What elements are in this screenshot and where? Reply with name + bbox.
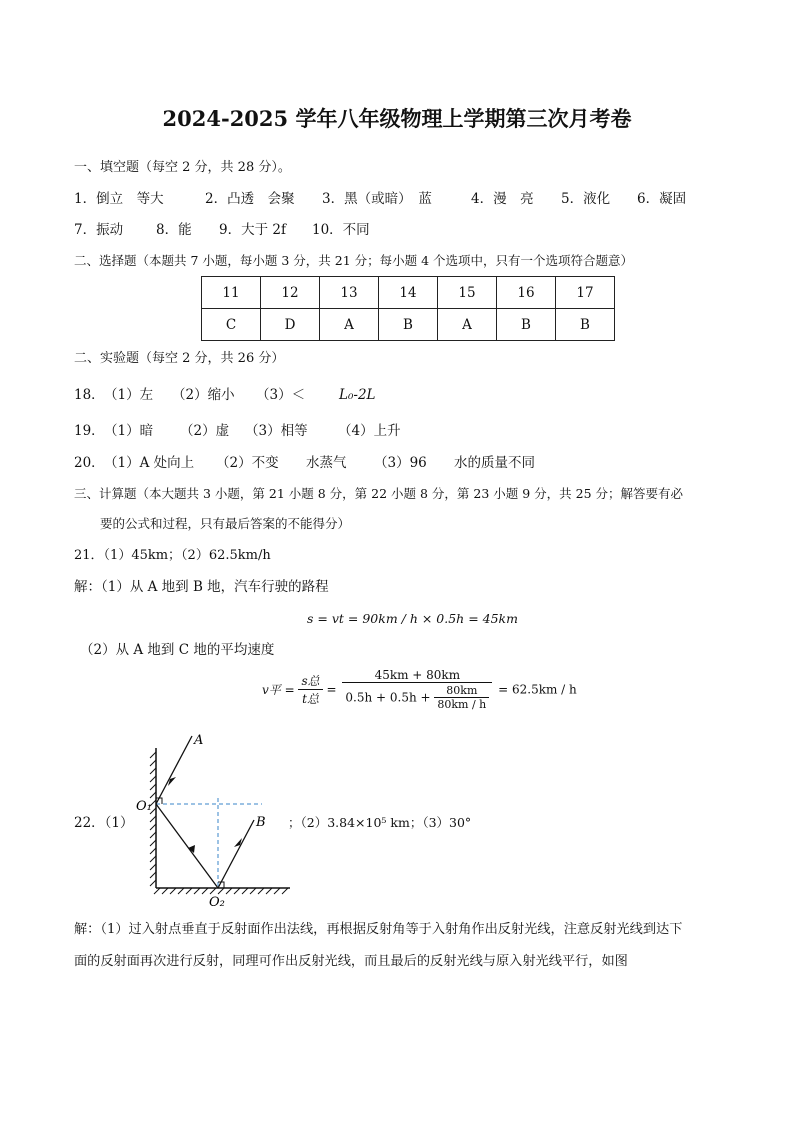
- q19-answer-4: （4）上升: [338, 423, 401, 439]
- inner-numerator: 80km: [434, 684, 489, 698]
- q20-answer-3: 水蒸气: [306, 455, 347, 471]
- question-number-cell: 13: [320, 277, 379, 309]
- inner-fraction: [434, 684, 489, 711]
- question-number-cell: 12: [261, 277, 320, 309]
- q20-answer-1: （1）A 处向上: [104, 455, 195, 471]
- label-b: B: [256, 815, 266, 830]
- answer-cell: D: [261, 309, 320, 341]
- question-number-cell: 14: [379, 277, 438, 309]
- q21-solution-2: （2）从 A 地到 C 地的平均速度: [80, 642, 275, 658]
- avg-speed-symbol: v平 =: [262, 683, 295, 697]
- q19-answer-1: （1）暗: [104, 423, 154, 439]
- fraction-numerator: s总: [298, 672, 322, 690]
- label-o1: O₁: [136, 799, 152, 814]
- question-number-cell: 15: [438, 277, 497, 309]
- q22-answers: ；（2）3.84×10⁵ km；（3）30°: [288, 815, 472, 830]
- fraction-denominator: t总: [302, 692, 319, 706]
- answer-7: 7．振动: [74, 222, 124, 238]
- incident-ray: [156, 736, 192, 804]
- q20-answer-4: （3）96: [374, 455, 427, 471]
- q21-equation-2: v平 = $\frac{\text{s总}}{\text{t总}}$ = 45km + 80km 0.5h + 0.5h + $\frac{80km}{80km / h}$ = 62.5km / h: [262, 668, 577, 711]
- answer-cell: B: [556, 309, 615, 341]
- answer-5: 5．液化: [561, 191, 611, 207]
- q19-answer-2: （2）虚: [180, 423, 230, 439]
- answer-9: 9．大于 2f: [219, 222, 286, 238]
- q22-solution-line1: 解：（1）过入射点垂直于反射面作出法线，再根据反射角等于入射角作出反射光线，注意反射光线到达下: [74, 922, 683, 937]
- answer-cell: B: [379, 309, 438, 341]
- section2-heading: 二、选择题（本题共 7 小题，每小题 3 分，共 21 分；每小题 4 个选项中，只有一个选项符合题意）: [74, 253, 634, 268]
- second-reflected-ray: [218, 820, 254, 888]
- vertical-mirror-hatching: [150, 752, 156, 886]
- main-fraction: [342, 668, 492, 711]
- section4-heading-line2: 要的公式和过程，只有最后答案的不能得分）: [100, 516, 351, 531]
- answer-cell: A: [438, 309, 497, 341]
- answer-6: 6．凝固: [637, 191, 687, 207]
- page-title: 2024-2025 学年八年级物理上学期第三次月考卷: [162, 106, 632, 131]
- q22-number: 22．（1）: [74, 815, 134, 831]
- answer-cell: A: [320, 309, 379, 341]
- q18-number: 18．: [74, 387, 105, 403]
- q20-number: 20．: [74, 455, 105, 471]
- q22-solution-line2: 面的反射面再次进行反射，同理可作出反射光线，而且最后的反射光线与原入射光线平行，如图: [74, 954, 628, 969]
- answer-1: 1．倒立 等大: [74, 191, 164, 207]
- q18-answer-2: （2）缩小: [172, 387, 235, 403]
- q19-number: 19．: [74, 423, 105, 439]
- horizontal-mirror-hatching: [154, 888, 288, 894]
- equation-result: = 62.5km / h: [498, 682, 577, 697]
- answer-cell: C: [202, 309, 261, 341]
- q21-equation-1: s = vt = 90km / h × 0.5h = 45km: [307, 611, 518, 626]
- answer-2: 2．凸透 会聚: [205, 191, 295, 207]
- q20-answer-5: 水的质量不同: [454, 455, 535, 471]
- first-reflected-ray: [156, 804, 218, 888]
- answer-8: 8．能: [156, 222, 192, 238]
- choice-answer-table: [201, 276, 615, 341]
- question-number-cell: 17: [556, 277, 615, 309]
- answer-cell: B: [497, 309, 556, 341]
- answer-10: 10．不同: [312, 222, 370, 238]
- main-denominator-text: 0.5h + 0.5h +: [345, 690, 431, 705]
- table-row: [202, 277, 615, 309]
- q18-answer-1: （1）左: [104, 387, 154, 403]
- main-numerator: 45km + 80km: [342, 668, 492, 683]
- label-a: A: [194, 733, 204, 748]
- ratio-fraction: [298, 672, 322, 707]
- answer-4: 4．漫 亮: [471, 191, 534, 207]
- question-number-cell: 11: [202, 277, 261, 309]
- section1-heading: 一、填空题（每空 2 分，共 28 分）。: [74, 160, 291, 175]
- reflection-diagram: [125, 728, 300, 913]
- label-o2: O₂: [209, 895, 225, 910]
- section4-heading-line1: 三、计算题（本大题共 3 小题，第 21 小题 8 分，第 22 小题 8 分，第 23 小题 9 分，共 25 分；解答要有必: [74, 486, 684, 501]
- inner-denominator: 80km / h: [437, 698, 487, 711]
- answer-3: 3．黑（或暗） 蓝: [322, 191, 432, 207]
- section3-heading: 二、实验题（每空 2 分，共 26 分）: [74, 351, 285, 366]
- question-number-cell: 16: [497, 277, 556, 309]
- table-row: [202, 309, 615, 341]
- q18-answer-4: L₀-2L: [339, 387, 376, 403]
- q21-solution-1: 解：（1）从 A 地到 B 地，汽车行驶的路程: [74, 579, 329, 595]
- q19-answer-3: （3）相等: [245, 423, 308, 439]
- q21-answer: 21．（1）45km；（2）62.5km/h: [74, 548, 271, 563]
- q18-answer-3: （3）＜: [256, 387, 306, 403]
- q20-answer-2: （2）不变: [216, 455, 279, 471]
